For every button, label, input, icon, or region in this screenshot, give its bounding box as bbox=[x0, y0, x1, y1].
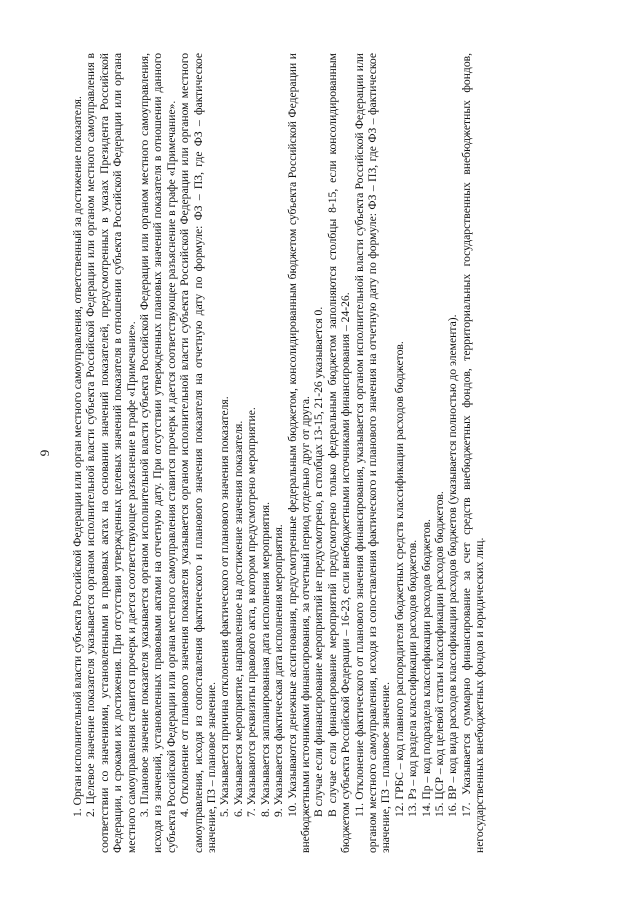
footnote-paragraph: 11. Отклонение фактического от планового значения финансирования, указывается органом исполнительной власти субъекта Российской Федерации или органом местного самоуправления, исходя из сопоставления фактического и планового значения на отчетную дату по формуле: ФЗ – ПЗ, где ФЗ – фактическое значение, ПЗ – плановое значение. bbox=[352, 53, 393, 853]
rotated-page bbox=[37, 53, 603, 853]
footnote-paragraph: 5. Указывается причина отклонения фактического от планового значения показателя. bbox=[218, 396, 232, 817]
page-number: 9 bbox=[37, 449, 52, 457]
footnote-paragraph: 7. Указываются реквизиты правового акта, в котором предусмотрено мероприятие. bbox=[245, 407, 259, 817]
footnote-paragraph: В случае если финансирование мероприятий предусмотрено только федеральным бюджетом заполняются столбцы 8-15, если консолидированным бюджетом субъекта Российской Федерации – 16-23, если внебюджетными источниками финансирования – 24-26. bbox=[325, 53, 353, 853]
footnote-paragraph: 6. Указывается мероприятие, направленное на достижение значения показателя. bbox=[231, 420, 245, 817]
footnote-paragraph: 4. Отклонение от планового значения показателя указывается органом исполнительной власти субъекта Российской Федерации или органом местного самоуправления, исходя из сопоставления фактического и планового значения показателя на отчетную дату по формуле: ФЗ – ПЗ, где ФЗ – фактическое значение, ПЗ – плановое значение. bbox=[178, 53, 219, 853]
footnote-paragraph: 17. Указывается суммарно финансирование за счет средств внебюджетных фондов, территориальных государственных внебюджетных фондов, негосударственных внебюджетных фондов и юридических лиц. bbox=[459, 53, 487, 853]
footnote-paragraph: 16. ВР – код вида расходов классификации расходов бюджетов (указывается полностью до элемента). bbox=[446, 314, 460, 817]
footnote-paragraph: 12. ГРБС – код главного распорядителя бюджетных средств классификации расходов бюджетов. bbox=[392, 341, 406, 817]
footnotes-block bbox=[71, 53, 487, 853]
footnote-paragraph: 1. Орган исполнительной власти субъекта Российской Федерации или орган местного самоуправления, ответственный за достижение показателя. bbox=[71, 96, 84, 817]
footnote-paragraph: 14. Пр – код подраздела классификации расходов бюджетов. bbox=[419, 519, 433, 817]
footnote-paragraph: В случае если финансирование мероприятий не предусмотрено, в столбцах 13-15, 21-26 указывается 0. bbox=[312, 306, 326, 817]
footnote-paragraph: 13. Рз – код раздела классификации расходов бюджетов. bbox=[406, 539, 420, 817]
footnote-paragraph: 10. Указываются денежные ассигнования, предусмотренные федеральным бюджетом, консолидированным бюджетом субъекта Российской Федерации и внебюджетными источниками финансирования, за отчетный период отдельно друг от друга. bbox=[285, 53, 312, 853]
footnote-paragraph: 15. ЦСР – код целевой статьи классификации расходов бюджетов. bbox=[432, 491, 446, 817]
footnote-paragraph: 2. Целевое значение показателя указывается органом исполнительной власти субъекта Российской Федерации или органом местного самоуправления в соответствии со значениями, установленными в правовых актах на основании значений показателей, предусмотренных в указах Президента Российской Федерации, и сроками их достижения. При отсутствии утвержденных целевых значений показателя в отношении субъекта Российской Федерации или органа местного самоуправления ставится прочерк и дается соответствующее разъяснение в графе «Примечание». bbox=[84, 53, 138, 853]
footnote-paragraph: 8. Указывается запланированная дата исполнения мероприятия. bbox=[258, 501, 272, 817]
footnote-paragraph: 3. Плановое значение показателя указывается органом исполнительной власти субъекта Российской Федерации или органом местного самоуправления, исходя из значений, установленных правовыми актами на отчетную дату. При отсутствии утвержденных плановых значений показателя в отношении данного субъекта Российской Федерации или органа местного самоуправления ставится прочерк и дается соответствующее разъяснение в графе «Примечание». bbox=[138, 53, 178, 853]
footnote-paragraph: 9. Указывается фактическая дата исполнения мероприятия. bbox=[272, 524, 286, 817]
